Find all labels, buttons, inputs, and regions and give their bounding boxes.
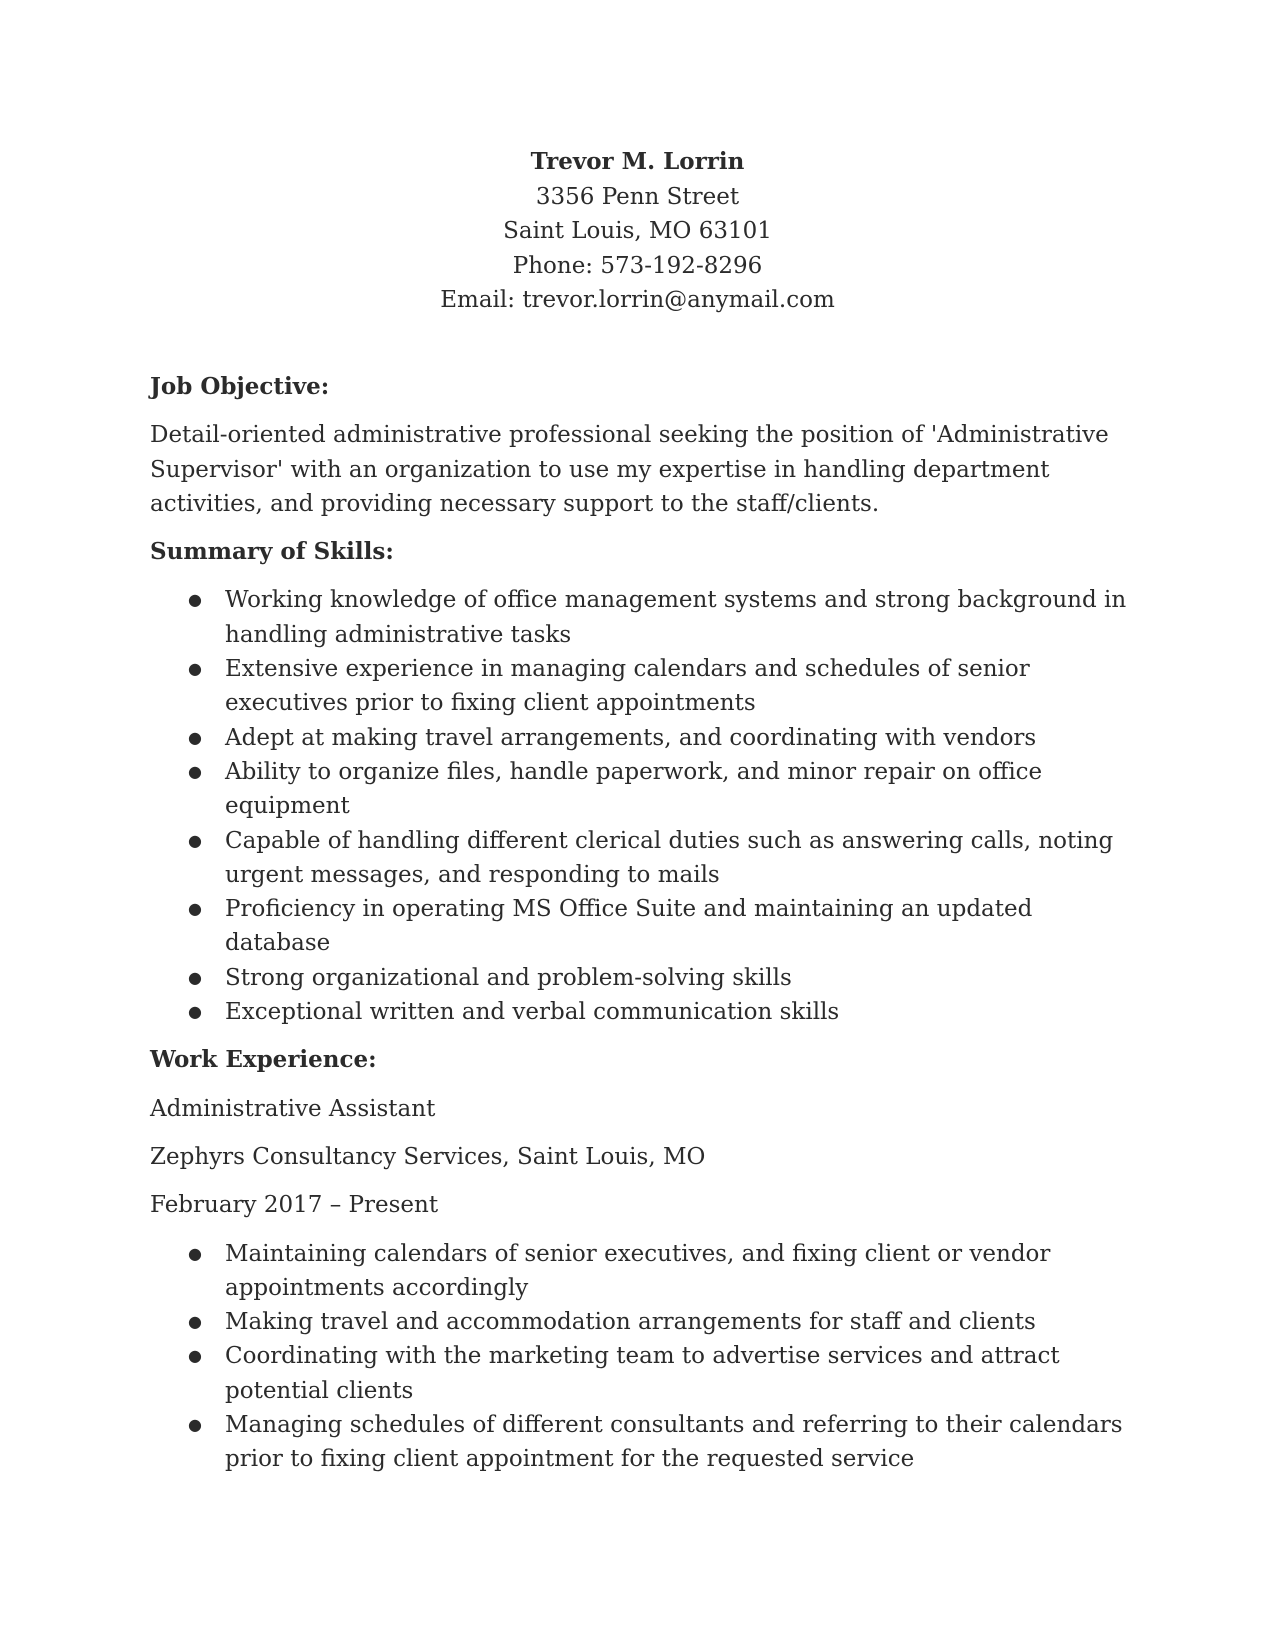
street-address: 3356 Penn Street	[535, 183, 740, 210]
list-item	[150, 652, 1140, 721]
list-item	[150, 721, 1140, 755]
bullet-icon: ●	[188, 1002, 202, 1022]
contact-header	[0, 145, 1275, 318]
job-title: Administrative Assistant	[150, 1095, 436, 1122]
skill-text: Ability to organize files, handle paperwork, and minor repair on office equipment	[225, 758, 1043, 820]
company-name: Zephyrs Consultancy Services, Saint Louis, MO	[150, 1143, 706, 1170]
bullet-icon: ●	[188, 830, 202, 850]
list-item	[150, 961, 1140, 995]
applicant-name: Trevor M. Lorrin	[530, 148, 745, 175]
resume-body	[150, 370, 1140, 1477]
list-item	[150, 1237, 1140, 1306]
duty-text: Maintaining calendars of senior executives, and fixing client or vendor appointments accordingly	[225, 1240, 1051, 1301]
bullet-icon: ●	[188, 761, 202, 781]
skill-text: Exceptional written and verbal communication skills	[225, 999, 840, 1026]
skill-text: Capable of handling different clerical duties such as answering calls, noting urgent messages, and responding to mails	[225, 827, 1114, 888]
bullet-icon: ●	[188, 1415, 202, 1435]
bullet-icon: ●	[188, 727, 202, 747]
duty-text: Coordinating with the marketing team to advertise services and attract potential clients	[225, 1343, 1060, 1404]
experience-heading: Work Experience:	[150, 1046, 377, 1074]
bullet-icon: ●	[188, 967, 202, 987]
bullet-icon: ●	[188, 590, 202, 610]
objective-heading: Job Objective:	[150, 373, 330, 400]
objective-text: Detail-oriented administrative professional seeking the position of 'Administrative Supervisor' with an organization to use my expertise in handling department activities, and providing necessary support to the staff/clients.	[150, 422, 1109, 517]
list-item	[150, 1339, 1140, 1408]
bullet-icon: ●	[188, 899, 202, 919]
skill-text: Proficiency in operating MS Office Suite and maintaining an updated database	[225, 896, 1033, 957]
list-item	[150, 995, 1140, 1029]
duty-text: Managing schedules of different consultants and referring to their calendars prior to fixing client appointment for the requested service	[225, 1412, 1123, 1473]
duties-list	[150, 1237, 1140, 1477]
skill-text: Working knowledge of office management systems and strong background in handling administrative tasks	[225, 587, 1127, 648]
bullet-icon: ●	[188, 1346, 202, 1366]
skill-text: Strong organizational and problem-solving skills	[225, 964, 792, 991]
city-state-zip: Saint Louis, MO 63101	[503, 218, 772, 244]
list-item	[150, 1305, 1140, 1339]
employment-dates: February 2017 – Present	[150, 1192, 439, 1219]
skills-list	[150, 583, 1140, 1029]
bullet-icon: ●	[188, 659, 202, 679]
bullet-icon: ●	[188, 1312, 202, 1332]
list-item	[150, 1408, 1140, 1477]
list-item	[150, 755, 1140, 824]
duty-text: Making travel and accommodation arrangements for staff and clients	[225, 1309, 1036, 1336]
list-item	[150, 892, 1140, 961]
phone-number: Phone: 573-192-8296	[512, 252, 763, 279]
list-item	[150, 583, 1140, 652]
skill-text: Adept at making travel arrangements, and coordinating with vendors	[225, 724, 1037, 751]
list-item	[150, 824, 1140, 893]
bullet-icon: ●	[188, 1243, 202, 1263]
skill-text: Extensive experience in managing calendars and schedules of senior executives prior to fixing client appointments	[225, 656, 1030, 717]
email-address: Email: trevor.lorrin@anymail.com	[440, 287, 835, 313]
skills-heading: Summary of Skills:	[150, 538, 394, 566]
